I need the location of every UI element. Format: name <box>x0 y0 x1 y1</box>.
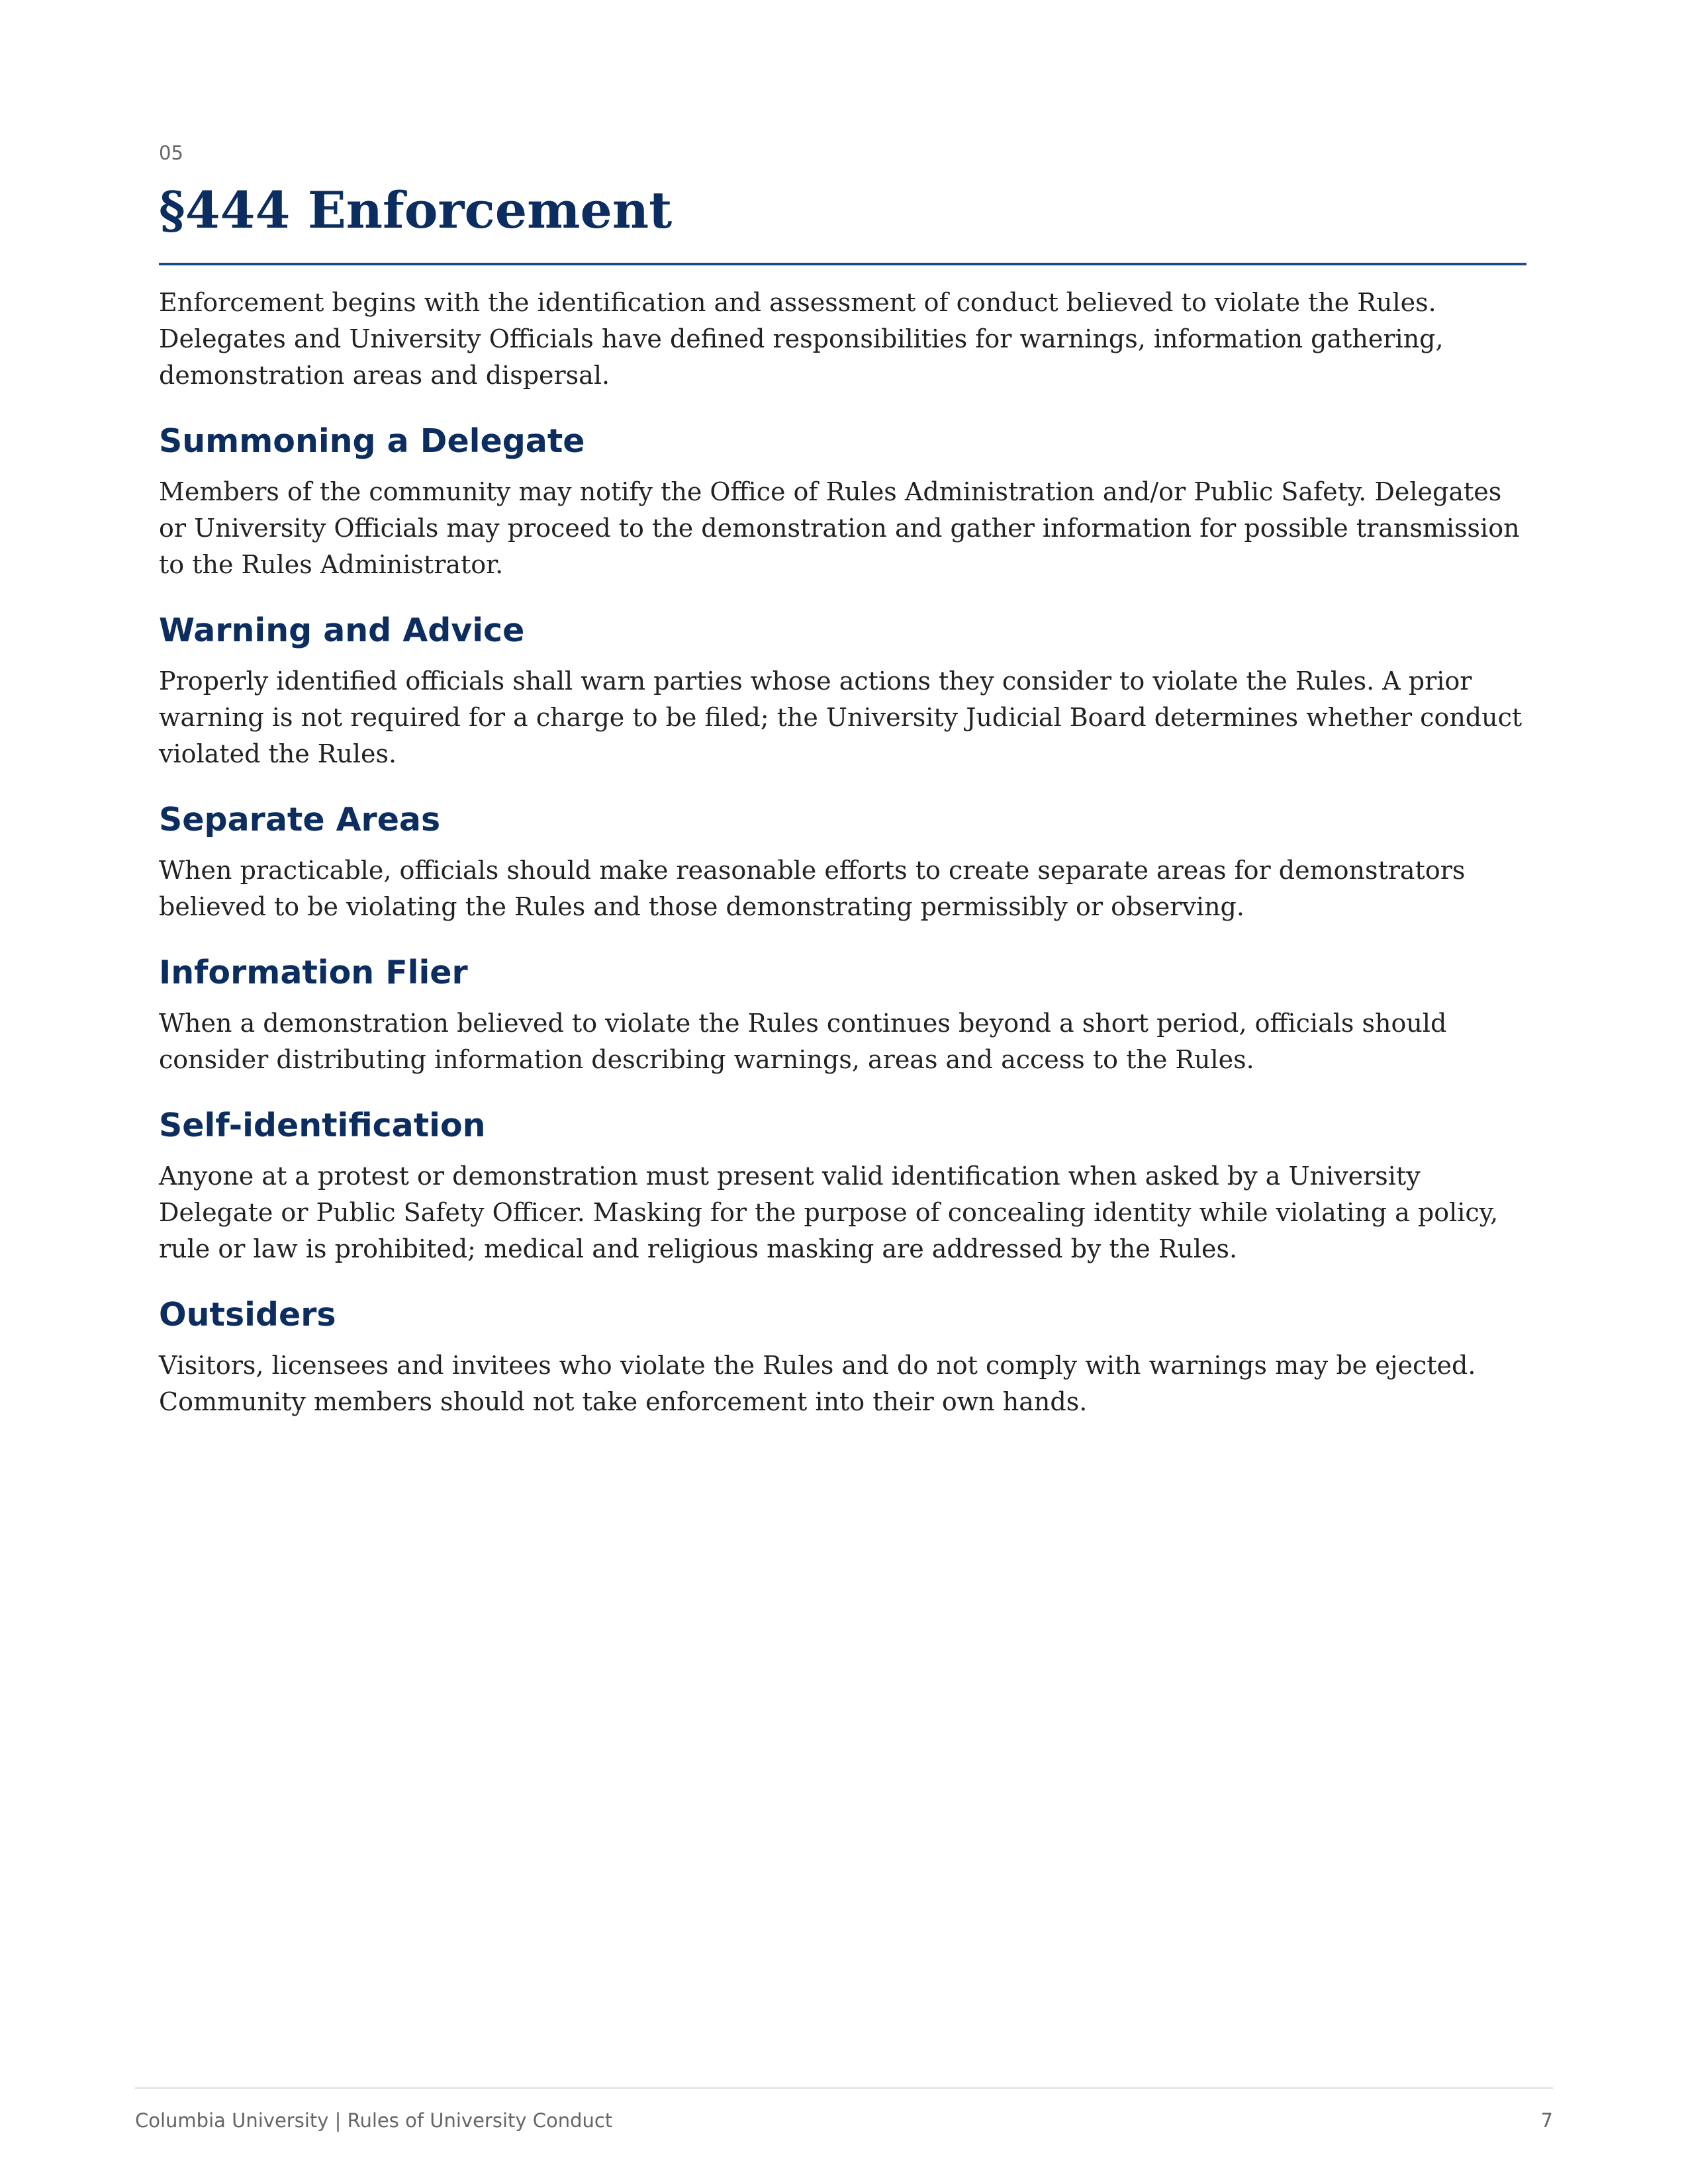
footer-divider <box>135 2087 1553 2089</box>
page-number: 7 <box>1540 2109 1553 2132</box>
section-body-warning: Properly identified officials shall warn parties whose actions they consider to violate the Rules. A prior warning is not required for a charge to be filed; the University Judicial Board determines whether conduct violated the Rules. <box>159 666 1523 768</box>
section-heading-separate-areas: Separate Areas <box>159 801 441 839</box>
section-body-summoning: Members of the community may notify the Office of Rules Administration and/or Public Safety. Delegates or University Officials may proceed to the demonstration and gather information for possible transmission to the Rules Administrator. <box>159 477 1520 579</box>
intro-paragraph: Enforcement begins with the identification and assessment of conduct believed to violate the Rules. Delegates and University Officials have defined responsibilities for warnings, information gathering, demonstration areas and dispersal. <box>159 288 1444 390</box>
section-heading-summoning: Summoning a Delegate <box>159 422 585 460</box>
section-number: 05 <box>159 142 183 164</box>
section-body-information-flier: When a demonstration believed to violate the Rules continues beyond a short period, officials should consider distributing information describing warnings, areas and access to the Rules. <box>159 1009 1447 1074</box>
section-body-separate-areas: When practicable, officials should make reasonable efforts to create separate areas for demonstrators believed to be violating the Rules and those demonstrating permissibly or observing. <box>159 856 1466 921</box>
section-heading-information-flier: Information Flier <box>159 954 468 991</box>
footer-source: Columbia University | Rules of University Conduct <box>135 2109 613 2132</box>
title-divider <box>159 263 1526 265</box>
section-heading-outsiders: Outsiders <box>159 1296 336 1334</box>
section-body-self-identification: Anyone at a protest or demonstration must present valid identification when asked by a University Delegate or Public Safety Officer. Masking for the purpose of concealing identity while violating a policy, rule or law is prohibited; medical and religious masking are addressed by the Rules. <box>159 1161 1499 1263</box>
section-body-outsiders: Visitors, licensees and invitees who violate the Rules and do not comply with warnings may be ejected. Community members should not take enforcement into their own hands. <box>159 1351 1476 1416</box>
section-heading-warning: Warning and Advice <box>159 612 525 649</box>
page-title: §444 Enforcement <box>159 181 673 240</box>
document-content <box>159 285 1526 1420</box>
section-heading-self-identification: Self-identification <box>159 1107 486 1144</box>
